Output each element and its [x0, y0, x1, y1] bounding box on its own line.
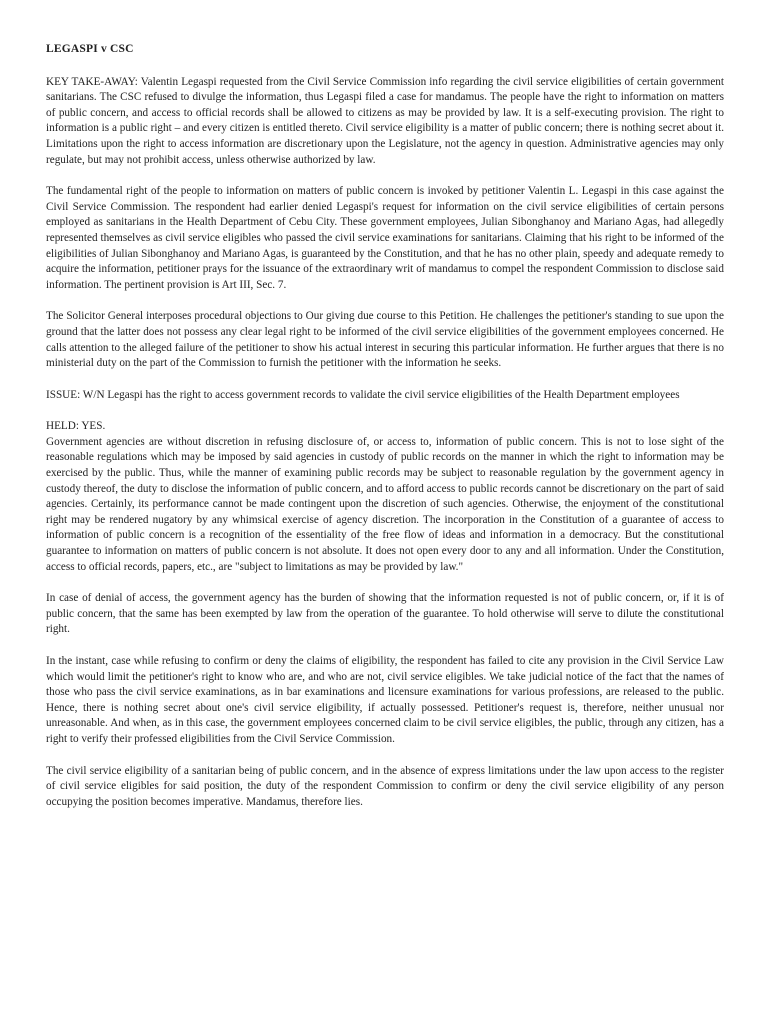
held-paragraph-1: Government agencies are without discretion in refusing disclosure of, or access to, information of public concern. This is not to lose sight of the reasonable regulations which may be imposed by said agencies in custody of public records on the manner in which the right to information may be exercised by the public. Thus, while the manner of examining public records may be subject to reasonable regulation by the government agency in custody thereof, the duty to disclose the information of public concern, and to afford access to public records cannot be discretionary on the part of said agencies. Certainly, its performance cannot be made contingent upon the discretion of such agencies. Otherwise, the enjoyment of the constitutional right may be rendered nugatory by any whimsical exercise of agency discretion. The incorporation in the Constitution of a guarantee of access to information of public concern is a recognition of the essentiality of the free flow of ideas and information in a democracy. But the constitutional guarantee to information on matters of public concern is not absolute. It does not open every door to any and all information. Under the Constitution, access to official records, papers, etc., are "subject to limitations as may be provided by law." — [46, 435, 724, 573]
facts-paragraph-1: The fundamental right of the people to information on matters of public concern is invoked by petitioner Valentin L. Legaspi in this case against the Civil Service Commission. The respondent had earlier denied Legaspi's request for information on the civil service eligibilities of certain persons employed as sanitarians in the Health Department of Cebu City. These government employees, Julian Sibonghanoy and Mariano Agas, had allegedly represented themselves as civil service eligibles who passed the civil service examinations for sanitarians. Claiming that his right to be informed of the eligibilities of Julian Sibonghanoy and Mariano Agas, is guaranteed by the Constitution, and that he has no other plain, speedy and adequate remedy to acquire the information, petitioner prays for the issuance of the extraordinary writ of mandamus to compel the respondent Commission to disclose said information. The pertinent provision is Art III, Sec. 7. — [46, 185, 724, 291]
held-section — [46, 419, 724, 575]
facts-paragraph-2: The Solicitor General interposes procedural objections to Our giving due course to this Petition. He challenges the petitioner's standing to sue upon the ground that the latter does not possess any clear legal right to be informed of the civil service eligibilities of the government employees concerned. He calls attention to the alleged failure of the petitioner to show his actual interest in securing this particular information. He further argues that there is no ministerial duty on the part of the Commission to furnish the petitioner with the information he seeks. — [46, 310, 724, 370]
held-paragraph-3: In the instant, case while refusing to confirm or deny the claims of eligibility, the respondent has failed to cite any provision in the Civil Service Law which would limit the petitioner's right to know who are, and who are not, civil service eligibles. We take judicial notice of the fact that the names of those who pass the civil service examinations, as in bar examinations and licensure examinations for various professions, are released to the public. Hence, there is nothing secret about one's civil service eligibility, if actually possessed. Petitioner's request is, therefore, neither unusual nor unreasonable. And when, as in this case, the government employees concerned claim to be civil service eligibles, the public, through any citizen, has a right to verify their professed eligibilities from the Civil Service Commission. — [46, 655, 724, 745]
document-page — [46, 42, 724, 826]
held-paragraph-2: In case of denial of access, the government agency has the burden of showing that the information requested is not of public concern, or, if it is of public concern, that the same has been exempted by law from the operation of the guarantee. To hold otherwise will serve to dilute the constitutional right. — [46, 592, 724, 636]
held-label: HELD: YES. — [46, 420, 106, 433]
held-paragraph-4: The civil service eligibility of a sanitarian being of public concern, and in the absence of express limitations under the law upon access to the register of civil service eligibles for said position, the duty of the respondent Commission to confirm or deny the civil service eligibility of any person occupying the position becomes imperative. Mandamus, therefore lies. — [46, 764, 724, 808]
key-takeaway-paragraph: KEY TAKE-AWAY: Valentin Legaspi requested from the Civil Service Commission info regarding the civil service eligibilities of certain government sanitarians. The CSC refused to divulge the information, thus Legaspi filed a case for mandamus. The people have the right to information on matters of public concern, and access to official records shall be allowed to citizens as may be provided by law. It is a self-executing provision. The right to information is a public right – and every citizen is entitled thereto. Civil service eligibility is a matter of public concern; there is nothing secret about it. Limitations upon the right to access information are discretionary upon the Legislature, not the agency in question. Administrative agencies may only regulate, but may not prohibit access, unless otherwise authorized by law. — [46, 75, 724, 166]
case-title: LEGASPI v CSC — [46, 43, 134, 55]
issue-paragraph: ISSUE: W/N Legaspi has the right to access government records to validate the civil service eligibilities of the Health Department employees — [46, 388, 680, 401]
